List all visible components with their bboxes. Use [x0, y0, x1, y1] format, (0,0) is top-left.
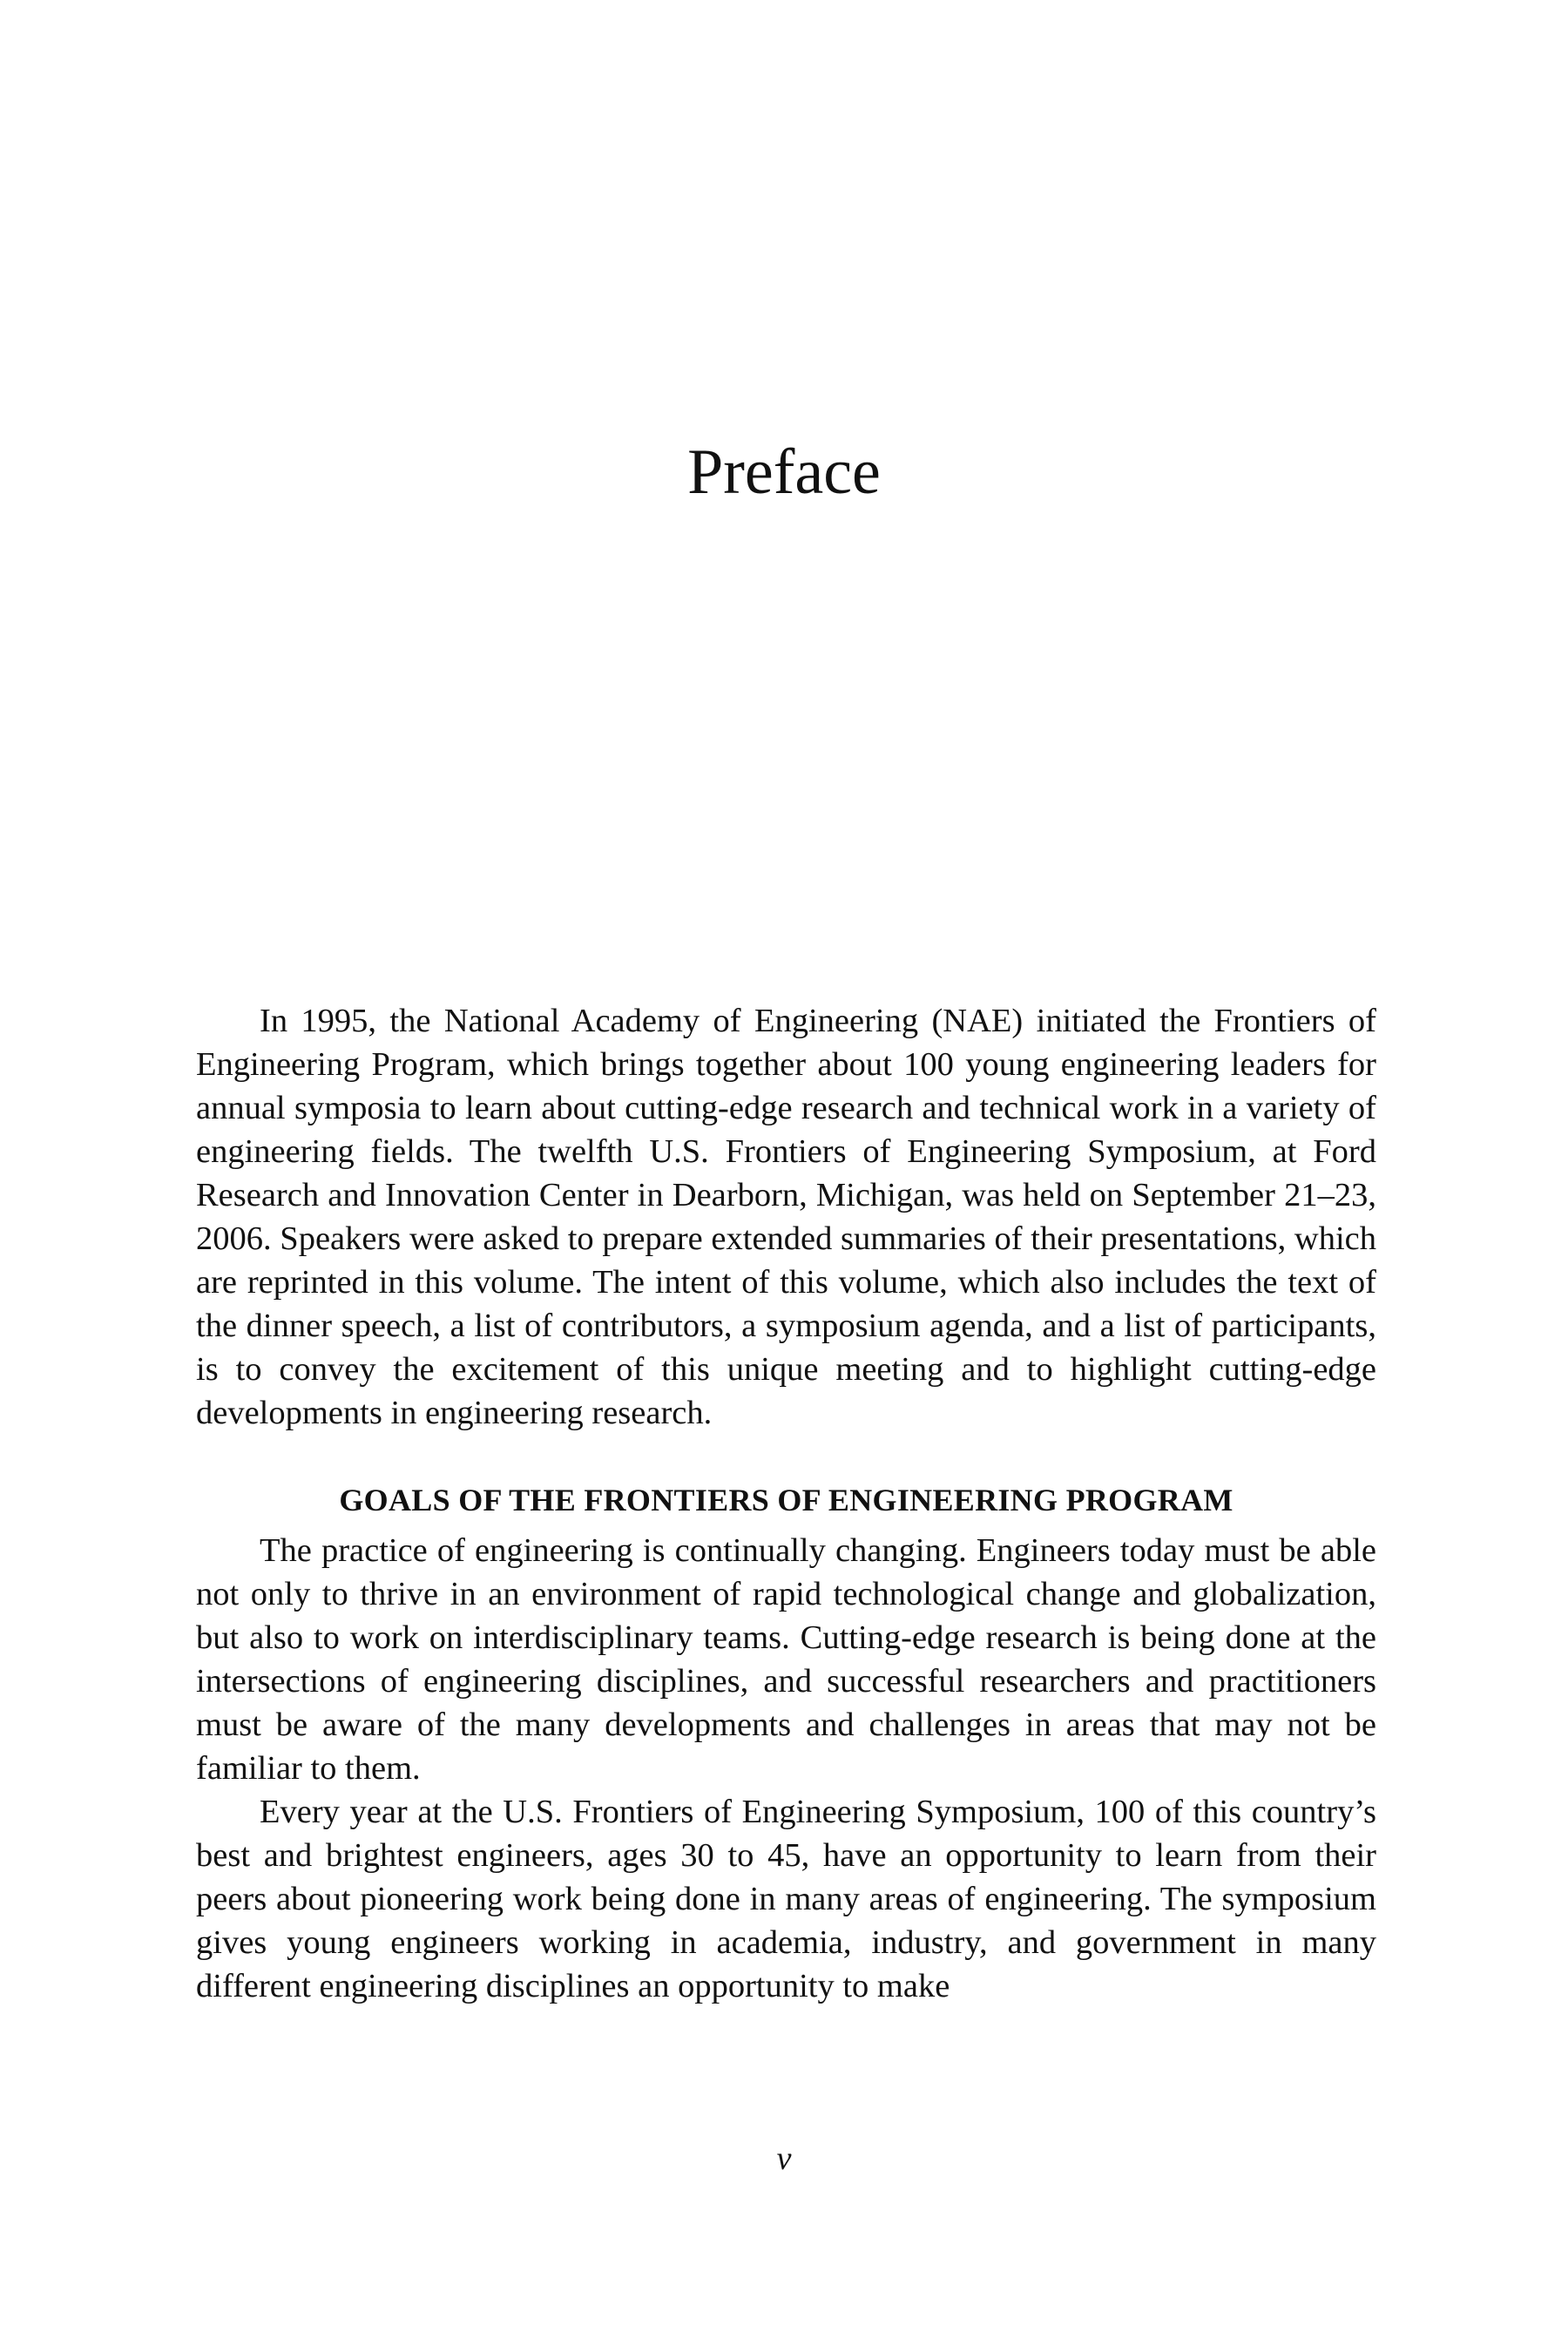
spacer	[196, 1435, 1376, 1478]
spacer	[196, 1522, 1376, 1529]
intro-paragraph: In 1995, the National Academy of Engineering (NAE) initiated the Frontiers of Engineering Program, which brings together about 100 young engineering leaders for annual symposia to learn about cutting-edge research and technical work in a variety of engineering fields. The twelfth U.S. Frontiers of Engineering Symposium, at Ford Research and Innovation Center in Dearborn, Michigan, was held on September 21–23, 2006. Speakers were asked to prepare extended summaries of their presentations, which are reprinted in this volume. The intent of this volume, which also includes the text of the dinner speech, a list of contributors, a symposium agenda, and a list of participants, is to convey the excitement of this unique meeting and to highlight cutting-edge developments in engineering research.	[196, 1003, 1376, 1431]
body-text-column	[196, 999, 1376, 2008]
page-number: v	[776, 2140, 792, 2177]
goals-paragraph: The practice of engineering is continually changing. Engineers today must be able not only to thrive in an environment of rapid technological change and globalization, but also to work on interdisciplinary teams. Cutting-edge research is being done at the intersections of engineering disciplines, and successful researchers and practitioners must be aware of the many developments and challenges in areas that may not be familiar to them.	[196, 1532, 1376, 1787]
goals-paragraph: Every year at the U.S. Frontiers of Engineering Symposium, 100 of this country’s best and brightest engineers, ages 30 to 45, have an opportunity to learn from their peers about pioneering work being done in many areas of engineering. The symposium gives young engineers working in academia, industry, and government in many different engineering disciplines an opportunity to make	[196, 1794, 1376, 2004]
page-title: Preface	[687, 436, 881, 508]
section-heading-goals: GOALS OF THE FRONTIERS OF ENGINEERING PROGRAM	[339, 1483, 1233, 1517]
